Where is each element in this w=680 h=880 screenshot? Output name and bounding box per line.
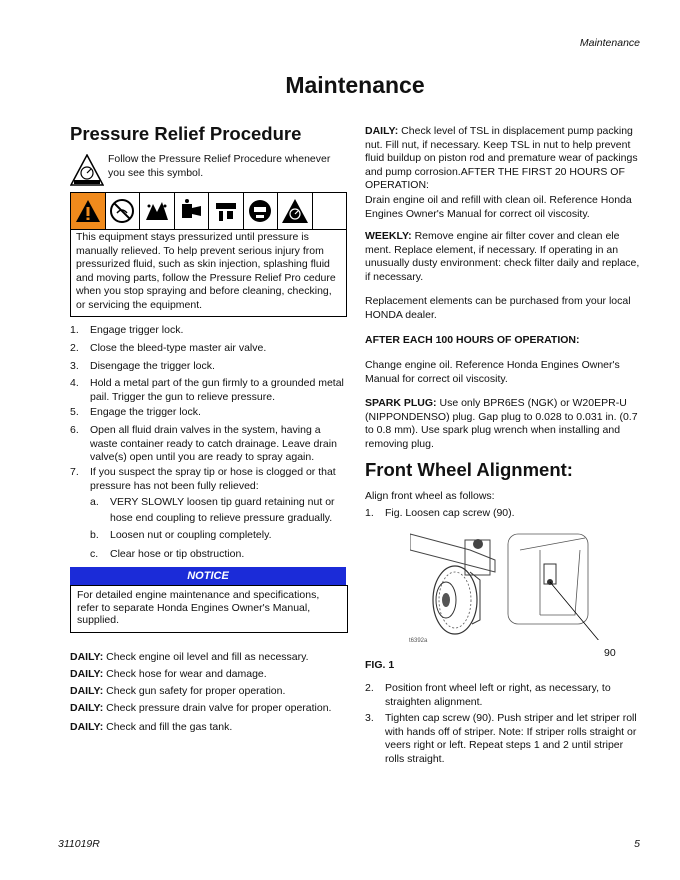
- alignment-step-2: 2. Position front wheel left or right, as necessary, to straighten alignment.: [365, 682, 611, 708]
- spark-plug-paragraph: SPARK PLUG: Use only BPR6ES (NGK) or W20EPR-U (NIPPONDENSO) plug. Gap plug to 0.028 to 0.031 in. (0.7 to 0.8 mm). Use spark plug wrench when installing and removing plug.: [365, 397, 638, 450]
- daily-item: DAILY: Check hose for wear and damage.: [70, 668, 267, 680]
- alignment-step-1: 1. Fig. Loosen cap screw (90).: [365, 507, 515, 519]
- list-item: 6. Open all fluid drain valves in the system, having a waste container ready to catch drainage. Leave drain valve(s) open until you are ready to spray again.: [70, 424, 337, 463]
- sub-list-item: a. VERY SLOWLY loosen tip guard retaining nut or hose end coupling to relieve pressure gradually.: [90, 496, 335, 524]
- list-item: 2. Close the bleed-type master air valve.: [70, 342, 267, 354]
- replacement-paragraph: Replacement elements can be purchased from your local HONDA dealer.: [365, 295, 631, 321]
- moving-parts-icon: [209, 193, 244, 229]
- list-item: 4. Hold a metal part of the gun firmly to a grounded metal pail. Trigger the gun to relieve pressure.: [70, 377, 344, 403]
- after-100-hours-heading: AFTER EACH 100 HOURS OF OPERATION:: [365, 334, 580, 346]
- pressure-relief-symbol-icon-2: [278, 193, 313, 229]
- page-title: Maintenance: [285, 72, 425, 98]
- splash-icon: [140, 193, 175, 229]
- daily-item: DAILY: Check pressure drain valve for proper operation.: [70, 702, 332, 714]
- daily-tsl-paragraph: DAILY: Check level of TSL in displacement pump packing nut. Fill nut, if necessary. Keep TSL in nut to help prevent fluid buildup on piston rod and premature wear of packings and pump corrosion.AFTER THE FIRST 20 HOURS OF OPERATION:: [365, 125, 638, 191]
- figure-code: t6392a: [409, 638, 428, 644]
- page-number: 5: [634, 838, 640, 850]
- no-hand-icon: [106, 193, 141, 229]
- figure-label: FIG. 1: [365, 659, 395, 671]
- weekly-paragraph: WEEKLY: Remove engine air filter cover and clean ele ment. Replace element, if necessary. If operating in an unusually dusty environment: check filter daily and replace, if necessary.: [365, 230, 640, 283]
- list-item: 5. Engage the trigger lock.: [70, 406, 201, 418]
- change-oil-paragraph: Change engine oil. Reference Honda Engines Owner's Manual for correct oil viscosity.: [365, 359, 620, 385]
- warning-text: This equipment stays pressurized until pressure is manually relieved. To help prevent serious injury from pressurized fluid, such as skin injection, splashing fluid and moving parts, follow the Pressure Relief Pro cedure when you stop spraying and before cleaning, checking, or servicing the equipment.: [70, 228, 347, 317]
- notice-label: NOTICE: [70, 567, 346, 585]
- pressure-relief-intro: Follow the Pressure Relief Procedure whenever you see this symbol.: [108, 153, 331, 179]
- alignment-intro: Align front wheel as follows:: [365, 490, 495, 502]
- list-item: 1. Engage trigger lock.: [70, 324, 184, 336]
- pressure-relief-heading: Pressure Relief Procedure: [70, 123, 302, 144]
- notice-text: For detailed engine maintenance and specifications, refer to separate Honda Engines Owner's Manual, supplied.: [70, 585, 348, 633]
- running-header: Maintenance: [579, 37, 640, 49]
- list-item: 3. Disengage the trigger lock.: [70, 360, 215, 372]
- list-item: 7. If you suspect the spray tip or hose is clogged or that pressure has not been fully relieved:: [70, 466, 336, 492]
- daily-item: DAILY: Check engine oil level and fill as necessary.: [70, 651, 309, 663]
- blank-cell: [313, 193, 347, 229]
- warning-symbols-row: [70, 192, 347, 230]
- sub-list-item: b. Loosen nut or coupling completely.: [90, 529, 272, 541]
- drain-oil-paragraph: Drain engine oil and refill with clean oil. Reference Honda Engines Owner's Manual for correct oil viscosity.: [365, 194, 632, 220]
- wheel-figure: [410, 520, 610, 640]
- front-wheel-alignment-heading: Front Wheel Alignment:: [365, 459, 573, 480]
- protective-gear-icon: [244, 193, 279, 229]
- daily-item: DAILY: Check and fill the gas tank.: [70, 721, 233, 733]
- injection-icon: [175, 193, 210, 229]
- doc-number: 311019R: [58, 838, 100, 850]
- warning-triangle-icon: [71, 193, 106, 229]
- pressure-relief-symbol-icon: [70, 154, 104, 186]
- sub-list-item: c. Clear hose or tip obstruction.: [90, 548, 245, 560]
- callout-label: 90: [604, 647, 616, 659]
- alignment-step-3: 3. Tighten cap screw (90). Push striper and let striper roll with hands off of striper. Note: If striper rolls straight or veers right or left. Repeat steps 1 and 2 until striper rolls straight.: [365, 712, 637, 765]
- daily-item: DAILY: Check gun safety for proper operation.: [70, 685, 286, 697]
